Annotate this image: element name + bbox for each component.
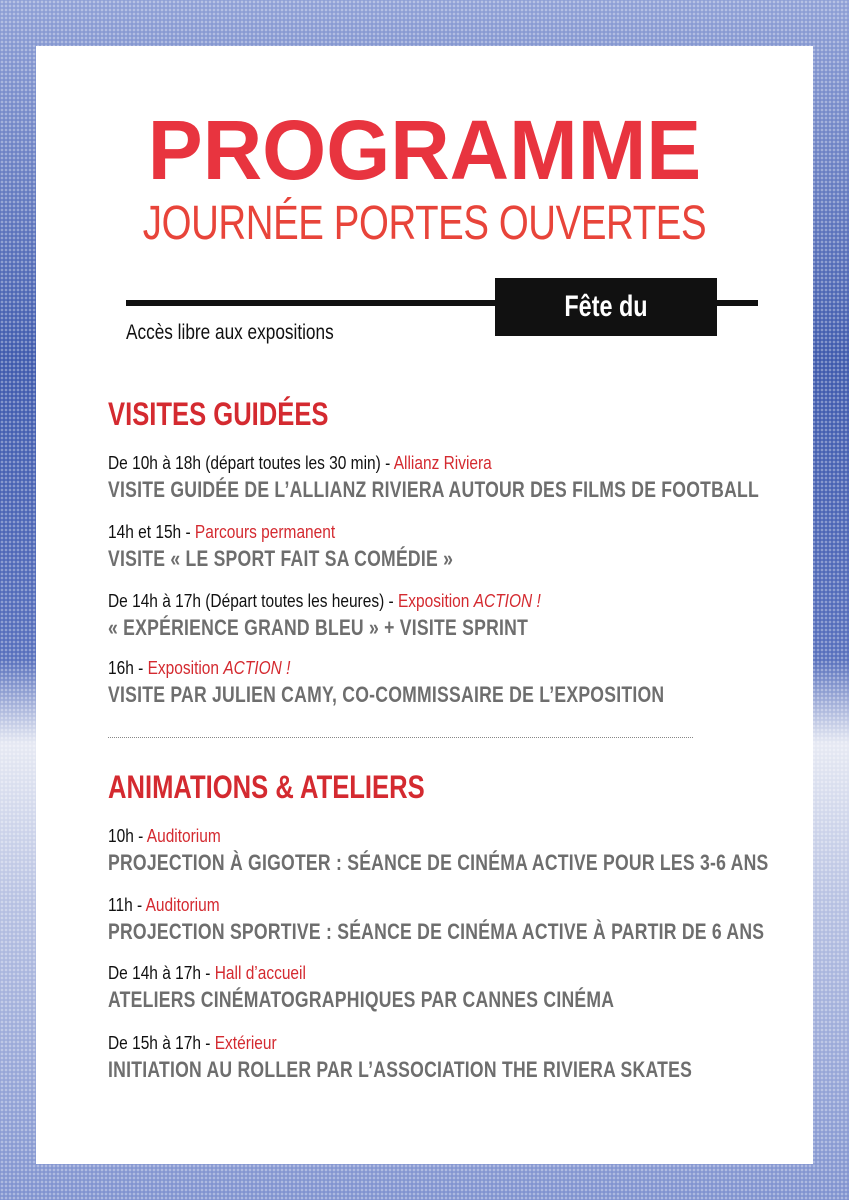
item-schedule xyxy=(108,451,762,475)
item-schedule xyxy=(108,961,762,985)
item-time: De 14h à 17h (Départ toutes les heures) xyxy=(108,591,385,611)
item-place xyxy=(147,826,221,846)
item-description: VISITE GUIDÉE DE L’ALLIANZ RIVIERA AUTOUR DES FILMS DE FOOTBALL xyxy=(108,477,760,502)
item-place xyxy=(215,963,306,983)
item-schedule xyxy=(108,656,762,680)
item-separator: - xyxy=(380,453,394,473)
item-time: 11h xyxy=(108,895,133,915)
item-place xyxy=(195,522,335,542)
item-place-italic: ACTION ! xyxy=(223,658,291,678)
list-item xyxy=(108,824,849,878)
item-time: 10h xyxy=(108,826,134,846)
item-description: PROJECTION À GIGOTER : SÉANCE DE CINÉMA ACTIVE POUR LES 3-6 ANS xyxy=(108,850,769,875)
item-schedule xyxy=(108,589,762,613)
item-schedule xyxy=(108,824,762,848)
page-title: PROGRAMME xyxy=(147,103,702,197)
item-place-text: Auditorium xyxy=(145,895,220,915)
item-place xyxy=(394,453,492,473)
item-time: 14h et 15h xyxy=(108,522,182,542)
item-place xyxy=(398,591,541,611)
item-place xyxy=(148,658,291,678)
item-description: VISITE PAR JULIEN CAMY, CO-COMMISSAIRE DE L’EXPOSITION xyxy=(108,682,665,707)
item-separator: - xyxy=(200,1033,215,1053)
event-badge xyxy=(495,278,717,381)
item-place-text: Exposition xyxy=(397,591,474,611)
section-divider xyxy=(108,737,693,738)
list-item xyxy=(108,520,849,574)
item-place xyxy=(146,895,220,915)
item-place-text: Auditorium xyxy=(146,826,221,846)
access-note: Accès libre aux expositions xyxy=(126,321,334,344)
section-title-visits: VISITES GUIDÉES xyxy=(108,396,329,432)
list-item xyxy=(108,893,849,947)
item-place-text: Parcours permanent xyxy=(194,522,336,542)
page-subtitle: JOURNÉE PORTES OUVERTES xyxy=(142,197,707,250)
item-place-italic: ACTION ! xyxy=(473,591,541,611)
item-time: 16h xyxy=(108,658,134,678)
list-item xyxy=(108,589,849,643)
item-description: PROJECTION SPORTIVE : SÉANCE DE CINÉMA ACTIVE À PARTIR DE 6 ANS xyxy=(108,919,765,944)
event-badge-label: Fête du Cinéma xyxy=(563,290,649,381)
item-place-text: Extérieur xyxy=(214,1033,277,1053)
list-item xyxy=(108,961,849,1015)
item-place-text: Hall d’accueil xyxy=(214,963,306,983)
item-place xyxy=(215,1033,277,1053)
list-item xyxy=(108,656,849,710)
list-item xyxy=(108,451,849,505)
item-schedule xyxy=(108,520,762,544)
item-separator: - xyxy=(133,658,148,678)
item-schedule xyxy=(108,893,762,917)
item-time: De 10h à 18h (départ toutes les 30 min) xyxy=(108,453,381,473)
item-time: De 15h à 17h xyxy=(108,1033,201,1053)
item-description: ATELIERS CINÉMATOGRAPHIQUES PAR CANNES CINÉMA xyxy=(108,987,615,1012)
item-schedule xyxy=(108,1031,762,1055)
program-card xyxy=(36,46,813,1164)
item-separator: - xyxy=(133,826,147,846)
item-separator: - xyxy=(200,963,215,983)
item-description: VISITE « LE SPORT FAIT SA COMÉDIE » xyxy=(108,546,454,571)
item-time: De 14h à 17h xyxy=(108,963,201,983)
section-title-workshops: ANIMATIONS & ATELIERS xyxy=(108,769,425,805)
item-separator: - xyxy=(181,522,195,542)
item-separator: - xyxy=(384,591,398,611)
item-description: INITIATION AU ROLLER PAR L’ASSOCIATION THE RIVIERA SKATES xyxy=(108,1057,693,1082)
item-description: « EXPÉRIENCE GRAND BLEU » + VISITE SPRINT xyxy=(108,615,529,640)
list-item xyxy=(108,1031,849,1085)
item-place-text: Exposition xyxy=(147,658,224,678)
item-place-text: Allianz Riviera xyxy=(393,453,492,473)
item-separator: - xyxy=(132,895,146,915)
